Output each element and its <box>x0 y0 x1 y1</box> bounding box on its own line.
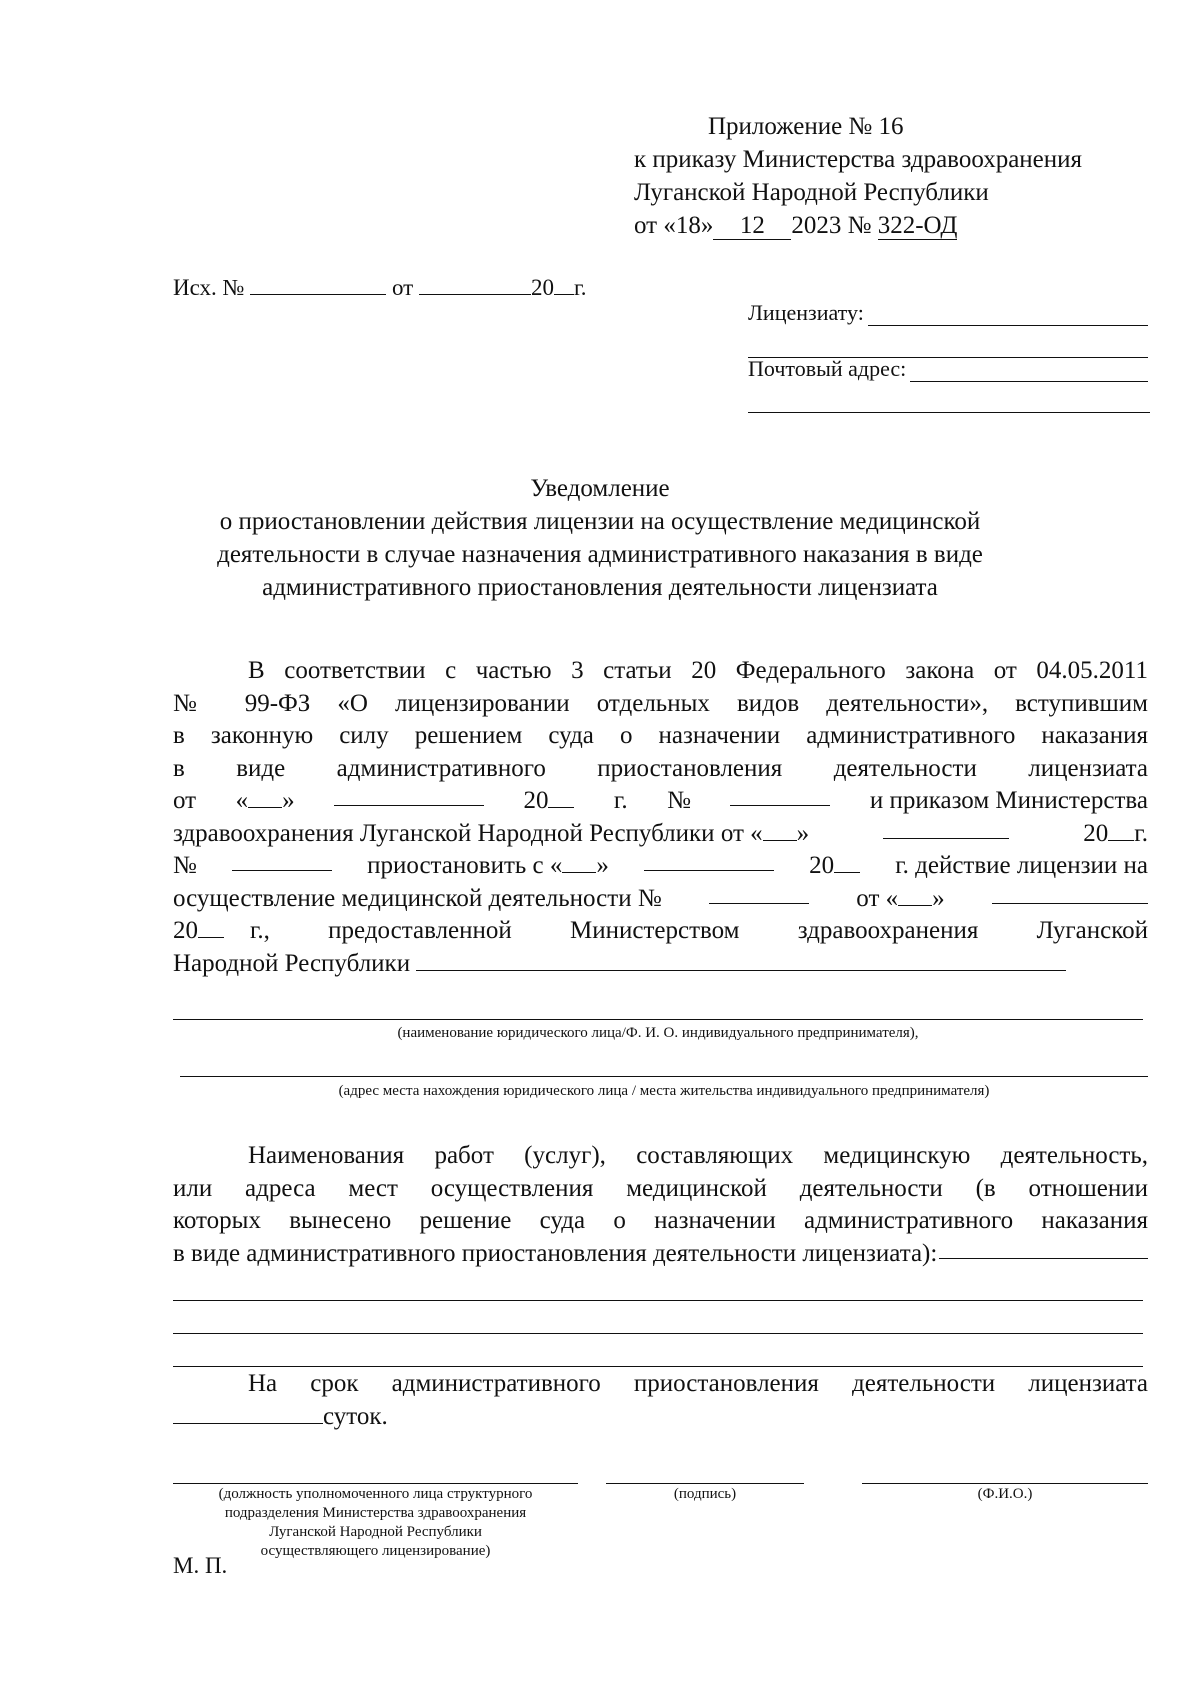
p1-l8-number-blank[interactable] <box>709 883 809 904</box>
p1-l7-number-sign: № <box>173 852 197 879</box>
annex-date-month: 12 <box>713 213 791 240</box>
postal-address-blank[interactable] <box>910 357 1148 382</box>
term-paragraph <box>173 1368 1148 1433</box>
p1-l7-year-blank[interactable] <box>834 852 860 873</box>
p1-l9-text: г., предоставленной Министерством здравоохранения Луганской <box>250 917 1148 944</box>
licensee-blank[interactable] <box>868 301 1148 326</box>
p1-l8-text: осуществление медицинской деятельности № <box>173 884 662 912</box>
p2-line-2: или адреса мест осуществления медицинской деятельности (в отношении <box>173 1174 1148 1202</box>
p1-l6-year-suffix: г. <box>1134 819 1148 847</box>
p1-l7-license-text: г. действие лицензии на <box>895 852 1148 879</box>
p1-l5-open-quote: « <box>235 787 249 814</box>
licensee-label: Лицензиату: <box>748 300 864 325</box>
p1-line-7 <box>173 850 1148 883</box>
position-caption-line-2: подразделения Министерства здравоохранения <box>224 1505 527 1521</box>
postal-address-label: Почтовый адрес: <box>748 356 907 381</box>
p1-l5-number-sign: № <box>667 787 691 814</box>
p1-l8-month-blank[interactable] <box>992 883 1148 904</box>
p1-l6-year-blank[interactable] <box>1108 820 1134 841</box>
position-caption-line-4: осуществляющего лицензирование) <box>260 1543 491 1559</box>
p1-l8-close-quote: » <box>932 884 945 912</box>
annex-order-number: 322-ОД <box>877 212 958 239</box>
outgoing-number-line <box>173 274 587 301</box>
position-caption-line-1: (должность уполномоченного лица структурного <box>218 1486 533 1502</box>
title-line-1: Уведомление <box>530 475 670 502</box>
p3-days-label: суток. <box>323 1402 388 1430</box>
p2-l4-blank[interactable] <box>939 1238 1148 1259</box>
annex-date-year: 2023 № <box>791 212 872 239</box>
p1-l9-year: 20 <box>173 917 198 944</box>
p1-l7-month-blank[interactable] <box>644 850 774 871</box>
p1-line-1: В соответствии с частью 3 статьи 20 Федерального закона от 04.05.2011 <box>248 657 1148 684</box>
p1-l8-from: от « <box>856 884 899 912</box>
p1-l10-blank[interactable] <box>416 950 1066 971</box>
p1-l5-order-text: и приказом Министерства <box>869 787 1148 814</box>
works-blank-2[interactable] <box>173 1333 1143 1334</box>
p1-l8-day-blank[interactable] <box>898 885 932 906</box>
outgoing-year-label: 20 <box>530 275 554 300</box>
p1-line-2: № 99-ФЗ «О лицензировании отдельных видов деятельности», вступившим <box>173 689 1148 717</box>
main-paragraph <box>173 655 1148 980</box>
p2-l4-text: в виде административного приостановления деятельности лицензиата): <box>173 1239 938 1267</box>
p1-line-5 <box>173 785 1148 818</box>
signature-blank[interactable] <box>606 1483 804 1484</box>
p1-l5-from: от <box>173 787 197 814</box>
outgoing-num-blank[interactable] <box>250 274 386 295</box>
p1-l6-day-blank[interactable] <box>763 820 797 841</box>
p1-l5-number-blank[interactable] <box>730 785 830 806</box>
p1-line-9 <box>173 915 1148 948</box>
p2-line-3: которых вынесено решение суда о назначении административного наказания <box>173 1207 1148 1234</box>
p1-line-10 <box>173 948 1148 981</box>
p1-line-4: в виде административного приостановления деятельности лицензиата <box>173 754 1148 782</box>
position-caption-line-3: Луганской Народной Республики <box>269 1524 482 1540</box>
p1-l6-month-blank[interactable] <box>883 818 1009 839</box>
p1-l5-day-blank[interactable] <box>248 787 282 808</box>
p1-l7-suspend-text: приостановить с « <box>367 852 563 879</box>
signature-caption: (подпись) <box>673 1486 737 1502</box>
p3-days-blank[interactable] <box>173 1403 323 1424</box>
p1-l6-close-quote: » <box>796 819 810 847</box>
fio-blank[interactable] <box>862 1483 1148 1484</box>
p1-l5-year-suffix: г. <box>613 787 628 814</box>
position-caption <box>173 1485 578 1561</box>
entity-caption: (наименование юридического лица/Ф. И. О. индивидуального предпринимателя), <box>397 1025 919 1041</box>
p1-l10-text: Народной Республики <box>173 949 411 977</box>
p1-l7-close-quote: » <box>596 852 609 879</box>
p1-line-6 <box>173 818 1148 851</box>
outgoing-from-label: от <box>391 275 414 300</box>
works-blank-1[interactable] <box>173 1300 1143 1301</box>
p1-line-8 <box>173 883 1148 916</box>
fio-caption: (Ф.И.О.) <box>977 1486 1033 1502</box>
annex-line-3: Луганской Народной Республики <box>634 179 989 206</box>
p3-line-2 <box>173 1401 1148 1434</box>
works-paragraph <box>173 1140 1148 1270</box>
position-blank[interactable] <box>173 1483 578 1484</box>
title-line-2: о приостановлении действия лицензии на осуществление медицинской <box>219 508 981 535</box>
works-blank-3[interactable] <box>173 1366 1143 1367</box>
address-caption: (адрес места нахождения юридического лица / места жительства индивидуального предпринимателя) <box>338 1083 990 1099</box>
p1-l5-year-blank[interactable] <box>548 787 574 808</box>
document-title <box>180 472 1020 604</box>
p1-l6-text: здравоохранения Луганской Народной Республики от « <box>173 819 763 847</box>
annex-date-line <box>634 209 1174 242</box>
annex-date-prefix: от «18» <box>634 212 714 239</box>
p1-line-3: в законную силу решением суда о назначении административного наказания <box>173 722 1148 749</box>
title-line-4: административного приостановления деятельности лицензиата <box>262 574 938 601</box>
postal-address-line <box>748 356 1148 382</box>
licensee-line <box>748 300 1148 326</box>
title-line-3: деятельности в случае назначения административного наказания в виде <box>217 541 983 568</box>
p3-line-1: На срок административного приостановления деятельности лицензиата <box>248 1370 1148 1397</box>
postal-address-blank-2[interactable] <box>748 412 1150 413</box>
stamp-place: М. П. <box>173 1553 228 1578</box>
outgoing-date-blank[interactable] <box>419 274 531 295</box>
annex-line-2: к приказу Министерства здравоохранения <box>634 146 1083 173</box>
outgoing-year-blank[interactable] <box>554 274 574 295</box>
p1-l7-day-blank[interactable] <box>562 852 596 873</box>
p1-l9-year-blank[interactable] <box>198 917 224 938</box>
p1-l7-number-blank[interactable] <box>232 850 332 871</box>
entity-name-blank[interactable] <box>173 1019 1143 1020</box>
outgoing-num-label: Исх. № <box>173 275 245 300</box>
annex-line-1: Приложение № 16 <box>708 113 904 140</box>
p2-line-4 <box>173 1238 1148 1271</box>
entity-address-blank[interactable] <box>180 1076 1148 1077</box>
p1-l7-year: 20 <box>809 852 835 879</box>
p1-l5-year: 20 <box>523 787 549 814</box>
p2-line-1: Наименования работ (услуг), составляющих медицинскую деятельность, <box>248 1142 1148 1169</box>
outgoing-year-suffix: г. <box>573 275 587 300</box>
p1-l5-month-blank[interactable] <box>334 785 484 806</box>
annex-header <box>634 110 1174 242</box>
p1-l6-year: 20 <box>1083 819 1109 847</box>
p1-l5-close-quote: » <box>282 787 295 814</box>
